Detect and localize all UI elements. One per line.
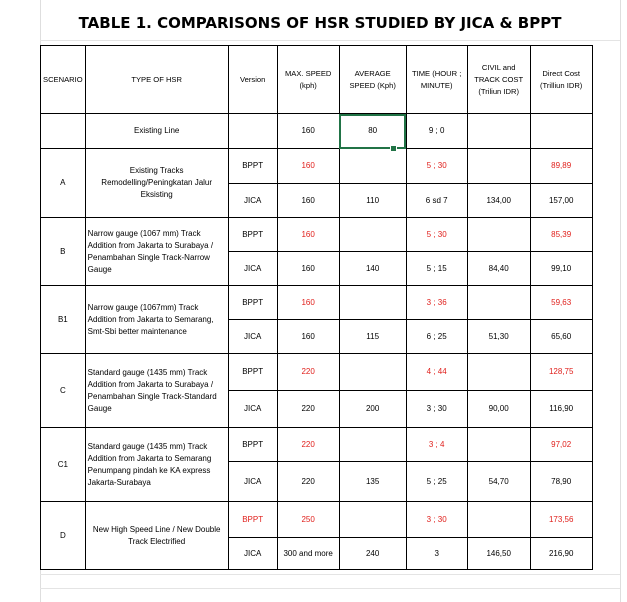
scenario-id[interactable]: A <box>41 149 86 218</box>
grid-line <box>40 588 620 589</box>
time-cell[interactable]: 3 ; 30 <box>406 502 467 538</box>
direct-cost-cell[interactable]: 173,56 <box>530 502 592 538</box>
scenario-id[interactable]: B <box>41 218 86 286</box>
max-speed-cell[interactable]: 220 <box>277 354 339 391</box>
scenario-type[interactable]: New High Speed Line / New Double Track Electrified <box>85 502 228 570</box>
direct-cost-cell[interactable]: 157,00 <box>530 184 592 218</box>
civil-cost-cell[interactable] <box>467 502 530 538</box>
scenario-id[interactable]: B1 <box>41 286 86 354</box>
avg-speed-cell[interactable] <box>339 286 406 320</box>
avg-speed-cell[interactable]: 200 <box>339 391 406 428</box>
scenario-id[interactable]: C <box>41 354 86 428</box>
time-cell[interactable]: 5 ; 25 <box>406 462 467 502</box>
civil-cost-cell[interactable]: 84,40 <box>467 252 530 286</box>
version-cell[interactable]: BPPT <box>228 502 277 538</box>
scenario-id[interactable]: D <box>41 502 86 570</box>
cell[interactable] <box>467 114 530 149</box>
max-speed-cell[interactable]: 160 <box>277 149 339 184</box>
version-cell[interactable]: BPPT <box>228 218 277 252</box>
avg-speed-cell[interactable] <box>339 354 406 391</box>
version-cell[interactable]: JICA <box>228 320 277 354</box>
avg-speed-cell[interactable] <box>339 502 406 538</box>
table-title: TABLE 1. COMPARISONS OF HSR STUDIED BY JICA & BPPT <box>78 14 562 32</box>
scenario-type[interactable]: Narrow gauge (1067 mm) Track Addition from Jakarta to Surabaya / Penambahan Single Track-Narrow Gauge <box>85 218 228 286</box>
version-cell[interactable]: BPPT <box>228 149 277 184</box>
existing-time[interactable]: 9 ; 0 <box>406 114 467 149</box>
scenario-id[interactable]: C1 <box>41 428 86 502</box>
civil-cost-cell[interactable]: 134,00 <box>467 184 530 218</box>
max-speed-cell[interactable]: 160 <box>277 320 339 354</box>
header-civil-cost[interactable]: CIVIL and TRACK COST (Triliun IDR) <box>467 46 530 114</box>
grid-line <box>40 40 620 41</box>
header-time[interactable]: TIME (HOUR ; MINUTE) <box>406 46 467 114</box>
table-row <box>41 354 593 391</box>
direct-cost-cell[interactable]: 78,90 <box>530 462 592 502</box>
version-cell[interactable]: JICA <box>228 538 277 570</box>
cell[interactable] <box>530 114 592 149</box>
time-cell[interactable]: 4 ; 44 <box>406 354 467 391</box>
time-cell[interactable]: 6 sd 7 <box>406 184 467 218</box>
civil-cost-cell[interactable]: 90,00 <box>467 391 530 428</box>
scenario-type[interactable]: Standard gauge (1435 mm) Track Addition from Jakarta to Semarang Penumpang pindah ke KA express Jakarta-Surabaya <box>85 428 228 502</box>
existing-max-speed[interactable]: 160 <box>277 114 339 149</box>
cell[interactable] <box>41 114 86 149</box>
table-row <box>41 149 593 184</box>
existing-type[interactable]: Existing Line <box>85 114 228 149</box>
table-row <box>41 218 593 252</box>
avg-speed-cell[interactable]: 140 <box>339 252 406 286</box>
existing-row <box>41 114 593 149</box>
table-row <box>41 428 593 462</box>
avg-speed-cell[interactable] <box>339 149 406 184</box>
civil-cost-cell[interactable] <box>467 428 530 462</box>
table-row <box>41 286 593 320</box>
grid-line <box>40 574 620 575</box>
header-version[interactable]: Version <box>228 46 277 114</box>
version-cell[interactable]: BPPT <box>228 428 277 462</box>
civil-cost-cell[interactable]: 54,70 <box>467 462 530 502</box>
civil-cost-cell[interactable] <box>467 354 530 391</box>
selection-fill-handle[interactable] <box>390 145 397 152</box>
version-cell[interactable]: JICA <box>228 184 277 218</box>
direct-cost-cell[interactable]: 59,63 <box>530 286 592 320</box>
civil-cost-cell[interactable] <box>467 218 530 252</box>
direct-cost-cell[interactable]: 89,89 <box>530 149 592 184</box>
direct-cost-cell[interactable]: 128,75 <box>530 354 592 391</box>
avg-speed-cell[interactable] <box>339 218 406 252</box>
max-speed-cell[interactable]: 160 <box>277 286 339 320</box>
max-speed-cell[interactable]: 220 <box>277 462 339 502</box>
max-speed-cell[interactable]: 300 and more <box>277 538 339 570</box>
time-cell[interactable]: 5 ; 15 <box>406 252 467 286</box>
avg-speed-cell[interactable]: 240 <box>339 538 406 570</box>
scenario-type[interactable]: Standard gauge (1435 mm) Track Addition from Jakarta to Surabaya / Penambahan Single Track-Standard Gauge <box>85 354 228 428</box>
civil-cost-cell[interactable] <box>467 286 530 320</box>
avg-speed-cell[interactable] <box>339 428 406 462</box>
avg-speed-cell[interactable]: 135 <box>339 462 406 502</box>
max-speed-cell[interactable]: 250 <box>277 502 339 538</box>
version-cell[interactable]: BPPT <box>228 286 277 320</box>
grid-line <box>620 0 621 602</box>
version-cell[interactable]: JICA <box>228 462 277 502</box>
max-speed-cell[interactable]: 220 <box>277 428 339 462</box>
time-cell[interactable]: 3 ; 30 <box>406 391 467 428</box>
max-speed-cell[interactable]: 160 <box>277 252 339 286</box>
civil-cost-cell[interactable] <box>467 149 530 184</box>
header-avg-speed[interactable]: AVERAGE SPEED (Kph) <box>339 46 406 114</box>
table-row <box>41 502 593 538</box>
time-cell[interactable]: 3 ; 4 <box>406 428 467 462</box>
existing-avg-speed-selected[interactable]: 80 <box>339 114 406 149</box>
header-row <box>41 46 593 114</box>
time-cell[interactable]: 3 ; 36 <box>406 286 467 320</box>
direct-cost-cell[interactable]: 97,02 <box>530 428 592 462</box>
civil-cost-cell[interactable]: 146,50 <box>467 538 530 570</box>
cell[interactable] <box>228 114 277 149</box>
scenario-type[interactable]: Existing Tracks Remodelling/Peningkatan Jalur Eksisting <box>85 149 228 218</box>
direct-cost-cell[interactable]: 116,90 <box>530 391 592 428</box>
comparison-table <box>40 45 593 570</box>
version-cell[interactable]: JICA <box>228 252 277 286</box>
version-cell[interactable]: BPPT <box>228 354 277 391</box>
direct-cost-cell[interactable]: 85,39 <box>530 218 592 252</box>
header-direct-cost[interactable]: Direct Cost (Trilliun IDR) <box>530 46 592 114</box>
scenario-type[interactable]: Narrow gauge (1067mm) Track Addition from Jakarta to Semarang, Smt-Sbi better maintenance <box>85 286 228 354</box>
time-cell[interactable]: 5 ; 30 <box>406 149 467 184</box>
direct-cost-cell[interactable]: 99,10 <box>530 252 592 286</box>
header-scenario[interactable]: SCENARIO <box>41 46 86 114</box>
avg-speed-cell[interactable]: 110 <box>339 184 406 218</box>
time-cell[interactable]: 3 <box>406 538 467 570</box>
max-speed-cell[interactable]: 220 <box>277 391 339 428</box>
direct-cost-cell[interactable]: 65,60 <box>530 320 592 354</box>
time-cell[interactable]: 6 ; 25 <box>406 320 467 354</box>
max-speed-cell[interactable]: 160 <box>277 218 339 252</box>
time-cell[interactable]: 5 ; 30 <box>406 218 467 252</box>
max-speed-cell[interactable]: 160 <box>277 184 339 218</box>
version-cell[interactable]: JICA <box>228 391 277 428</box>
header-max-speed[interactable]: MAX. SPEED (kph) <box>277 46 339 114</box>
direct-cost-cell[interactable]: 216,90 <box>530 538 592 570</box>
civil-cost-cell[interactable]: 51,30 <box>467 320 530 354</box>
avg-speed-cell[interactable]: 115 <box>339 320 406 354</box>
header-type[interactable]: TYPE OF HSR <box>85 46 228 114</box>
